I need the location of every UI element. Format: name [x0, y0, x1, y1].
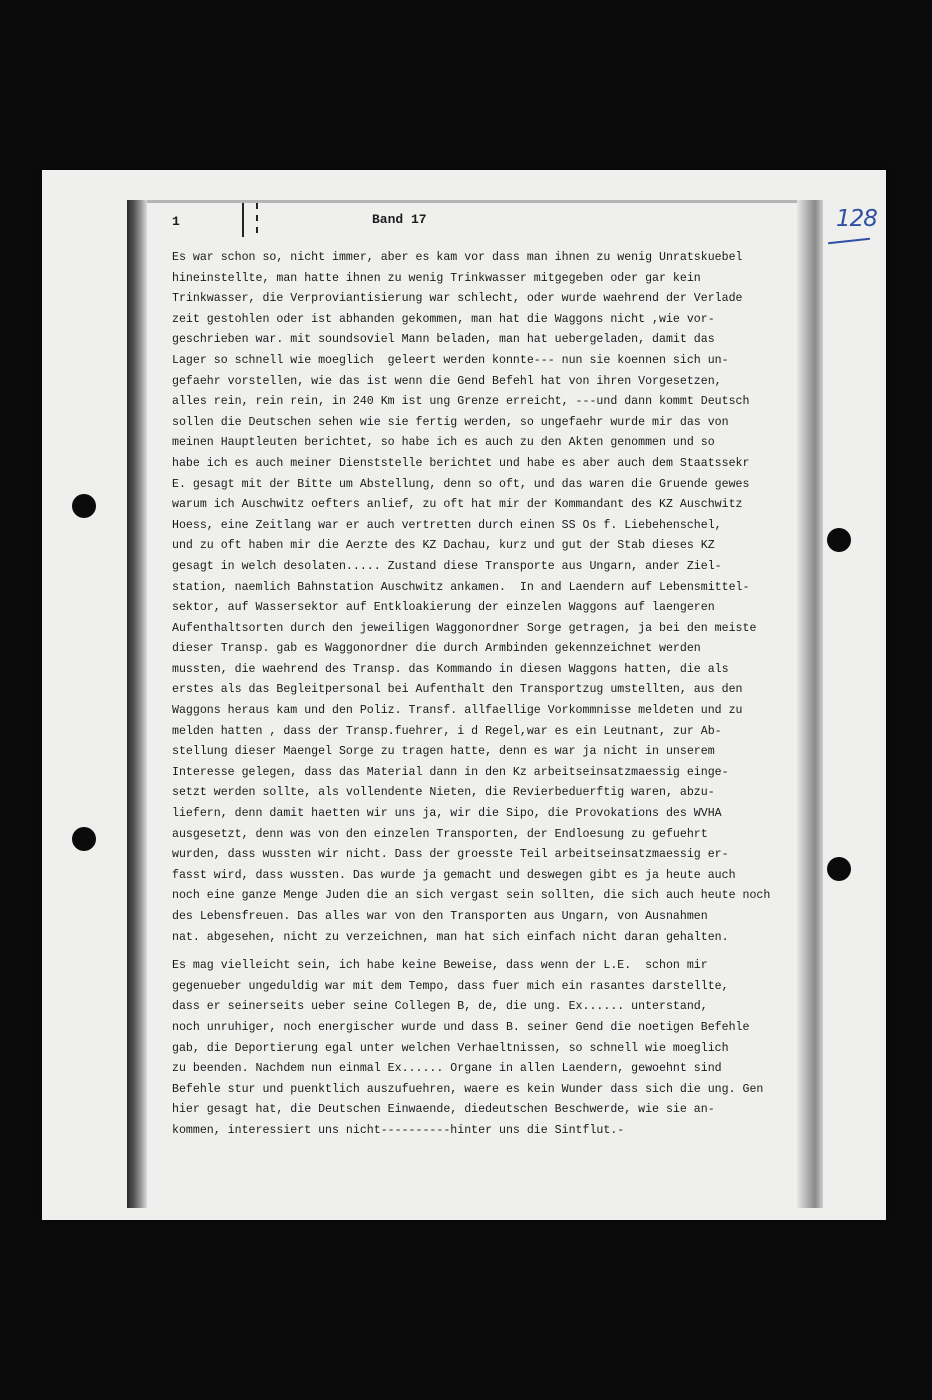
punch-hole-right-bottom: [827, 857, 851, 881]
text-line: stellung dieser Maengel Sorge zu tragen hatte, denn es war ja nicht in unserem: [172, 745, 715, 759]
punch-hole-left-top: [72, 494, 96, 518]
folio-underline: [828, 238, 870, 244]
text-line: gefaehr vorstellen, wie das ist wenn die Gend Befehl hat von ihren Vorgesetzen,: [172, 374, 722, 388]
text-line: noch eine ganze Menge Juden die an sich vergast sein sollten, die sich auch heute noch: [172, 889, 771, 903]
text-line: Befehle stur und puenktlich auszufuehren, waere es kein Wunder dass sich die ung. Gen: [172, 1082, 764, 1096]
text-line: Hoess, eine Zeitlang war er auch vertretten durch einen SS Os f. Liebehenschel,: [172, 518, 722, 532]
text-line: sektor, auf Wassersektor auf Entkloakierung der einzelen Waggons auf laengeren: [172, 601, 715, 615]
text-line: nat. abgesehen, nicht zu verzeichnen, man hat sich einfach nicht daran gehalten.: [172, 930, 729, 944]
text-line: mussten, die waehrend des Transp. das Kommando in diesen Waggons hatten, die als: [172, 662, 729, 676]
text-line: wurden, dass wussten wir nicht. Dass der groesste Teil arbeitseinsatzmaessig er-: [172, 848, 729, 862]
paragraph-2: [172, 956, 822, 1141]
typed-text-body: [172, 248, 822, 1142]
text-line: melden hatten , dass der Transp.fuehrer, i d Regel,war es ein Leutnant, zur Ab-: [172, 724, 722, 738]
text-line: setzt werden sollte, als vollendente Nieten, die Revierbeduerftig waren, abzu-: [172, 786, 715, 800]
text-line: Aufenthaltsorten durch den jeweiligen Waggonordner Sorge getragen, ja bei den meiste: [172, 621, 757, 635]
text-line: dieser Transp. gab es Waggonordner die durch Armbinden gekennzeichnet werden: [172, 642, 701, 656]
text-line: Interesse gelegen, dass das Material dann in den Kz arbeitseinsatzmaessig einge-: [172, 765, 729, 779]
text-line: habe ich es auch meiner Dienststelle berichtet und habe es aber auch dem Staatssekr: [172, 456, 750, 470]
punch-hole-right-top: [827, 528, 851, 552]
text-line: erstes als das Begleitpersonal bei Aufenthalt den Transportzug umstellten, aus den: [172, 683, 743, 697]
photocopy-top-edge: [127, 200, 823, 203]
text-line: geschrieben war. mit soundsoviel Mann beladen, man hat uebergeladen, damit das: [172, 333, 715, 347]
text-line: liefern, denn damit haetten wir uns ja, wir die Sipo, die Provokations des WVHA: [172, 807, 722, 821]
text-line: alles rein, rein rein, in 240 Km ist ung Grenze erreicht, ---und dann kommt Deutsch: [172, 395, 750, 409]
text-line: Waggons heraus kam und den Poliz. Transf. allfaellige Vorkommnisse meldeten und zu: [172, 704, 743, 718]
text-line: kommen, interessiert uns nicht----------hinter uns die Sintflut.-: [172, 1123, 625, 1137]
text-line: zeit gestohlen oder ist abhanden gekommen, man hat die Waggons nicht ,wie vor-: [172, 312, 715, 326]
handwritten-folio-number: 128: [836, 206, 877, 232]
volume-heading: Band 17: [372, 212, 427, 227]
text-line: des Lebensfreuen. Das alles war von den Transporten aus Ungarn, von Ausnahmen: [172, 910, 708, 923]
photocopy-left-shadow: [127, 200, 147, 1208]
text-line: zu beenden. Nachdem nun einmal Ex...... Organe in allen Laendern, gewoehnt sind: [172, 1062, 722, 1076]
text-line: gab, die Deportierung egal unter welchen Verhaeltnissen, so schnell wie moeglich: [172, 1041, 729, 1055]
text-line: Lager so schnell wie moeglich geleert werden konnte--- nun sie koennen sich un-: [172, 353, 729, 367]
text-line: gegenueber ungeduldig war mit dem Tempo, dass fuer mich ein rasantes darstellte,: [172, 979, 729, 993]
text-line: fasst wird, dass wussten. Das wurde ja gemacht und deswegen gibt es ja heute auch: [172, 868, 736, 882]
page-number: 1: [172, 214, 180, 229]
text-line: noch unruhiger, noch energischer wurde und dass B. seiner Gend die noetigen Befehle: [172, 1020, 750, 1034]
text-line: warum ich Auschwitz oefters anlief, zu oft hat mir der Kommandant des KZ Auschwitz: [172, 498, 743, 512]
text-line: E. gesagt mit der Bitte um Abstellung, denn so oft, und das waren die Gruende gewes: [172, 477, 750, 491]
text-line: gesagt in welch desolaten..... Zustand diese Transporte aus Ungarn, ander Ziel-: [172, 559, 722, 573]
text-line: meinen Hauptleuten berichtet, so habe ich es auch zu den Akten genommen und so: [172, 436, 715, 450]
text-line: Es mag vielleicht sein, ich habe keine Beweise, dass wenn der L.E. schon mir: [172, 959, 708, 973]
text-line: dass er seinerseits ueber seine Collegen B, de, die ung. Ex...... unterstand,: [172, 1000, 708, 1014]
text-line: Es war schon so, nicht immer, aber es kam vor dass man ihnen zu wenig Unratskuebel: [172, 251, 743, 264]
text-line: ausgesetzt, denn was von den einzelen Transporten, der Endloesung zu gefuehrt: [172, 827, 708, 841]
binding-marks: [242, 203, 262, 237]
text-line: Trinkwasser, die Verproviantisierung war schlecht, oder wurde waehrend der Verlade: [172, 292, 743, 306]
paragraph-1: [172, 248, 822, 948]
text-line: und zu oft haben mir die Aerzte des KZ Dachau, kurz und gut der Stab dieses KZ: [172, 539, 715, 553]
text-line: sollen die Deutschen sehen wie sie fertig werden, so ungefaehr wurde mir das von: [172, 415, 729, 429]
document-page: [42, 170, 886, 1220]
text-line: station, naemlich Bahnstation Auschwitz ankamen. In and Laendern auf Lebensmittel-: [172, 580, 750, 594]
text-line: hier gesagt hat, die Deutschen Einwaende, diedeutschen Beschwerde, wie sie an-: [172, 1103, 715, 1117]
text-line: hineinstellte, man hatte ihnen zu wenig Trinkwasser mitgegeben oder gar kein: [172, 271, 701, 285]
punch-hole-left-bottom: [72, 827, 96, 851]
